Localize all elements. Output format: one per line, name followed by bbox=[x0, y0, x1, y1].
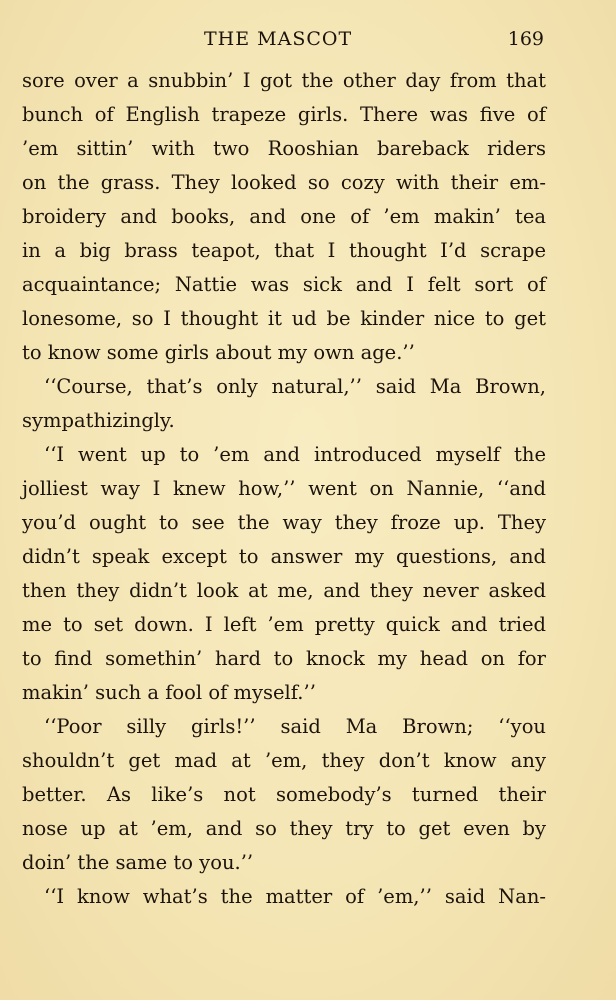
text-line: doin’ the same to you.’’ bbox=[22, 851, 254, 874]
text-line: in a big brass teapot, that I thought I’d scrape bbox=[22, 239, 546, 262]
text-line: nose up at ’em, and so they try to get even by bbox=[22, 817, 546, 840]
text-line: then they didn’t look at me, and they never asked bbox=[22, 579, 546, 602]
text-line: ‘‘I went up to ’em and introduced myself the bbox=[44, 443, 546, 466]
text-line: sympathizingly. bbox=[22, 409, 175, 432]
text-line: me to set down. I left ’em pretty quick and tried bbox=[22, 613, 546, 636]
text-line: didn’t speak except to answer my questions, and bbox=[22, 545, 546, 568]
text-line: broidery and books, and one of ’em makin’ tea bbox=[22, 205, 546, 228]
text-line: bunch of English trapeze girls. There was five of bbox=[22, 103, 546, 126]
text-line: sore over a snubbin’ I got the other day from that bbox=[22, 69, 546, 92]
text-line: you’d ought to see the way they froze up. They bbox=[22, 511, 546, 534]
text-line: makin’ such a fool of myself.’’ bbox=[22, 681, 316, 704]
page-number: 169 bbox=[507, 28, 544, 50]
text-line: ‘‘Course, that’s only natural,’’ said Ma Brown, bbox=[44, 375, 546, 398]
text-line: ‘‘I know what’s the matter of ’em,’’ said Nan- bbox=[44, 885, 546, 908]
text-line: to know some girls about my own age.’’ bbox=[22, 341, 415, 364]
running-head bbox=[0, 28, 616, 56]
running-title: THE MASCOT bbox=[204, 28, 353, 50]
body-text bbox=[22, 64, 546, 914]
text-line: jolliest way I knew how,’’ went on Nannie, ‘‘and bbox=[22, 477, 546, 500]
text-line: on the grass. They looked so cozy with their em- bbox=[22, 171, 546, 194]
text-line: shouldn’t get mad at ’em, they don’t know any bbox=[22, 749, 546, 772]
text-line: ’em sittin’ with two Rooshian bareback riders bbox=[22, 137, 546, 160]
text-line: ‘‘Poor silly girls!’’ said Ma Brown; ‘‘you bbox=[44, 715, 546, 738]
text-line: better. As like’s not somebody’s turned their bbox=[22, 783, 546, 806]
text-line: acquaintance; Nattie was sick and I felt sort of bbox=[22, 273, 546, 296]
text-line: lonesome, so I thought it ud be kinder nice to get bbox=[22, 307, 546, 330]
text-line: to find somethin’ hard to knock my head on for bbox=[22, 647, 546, 670]
